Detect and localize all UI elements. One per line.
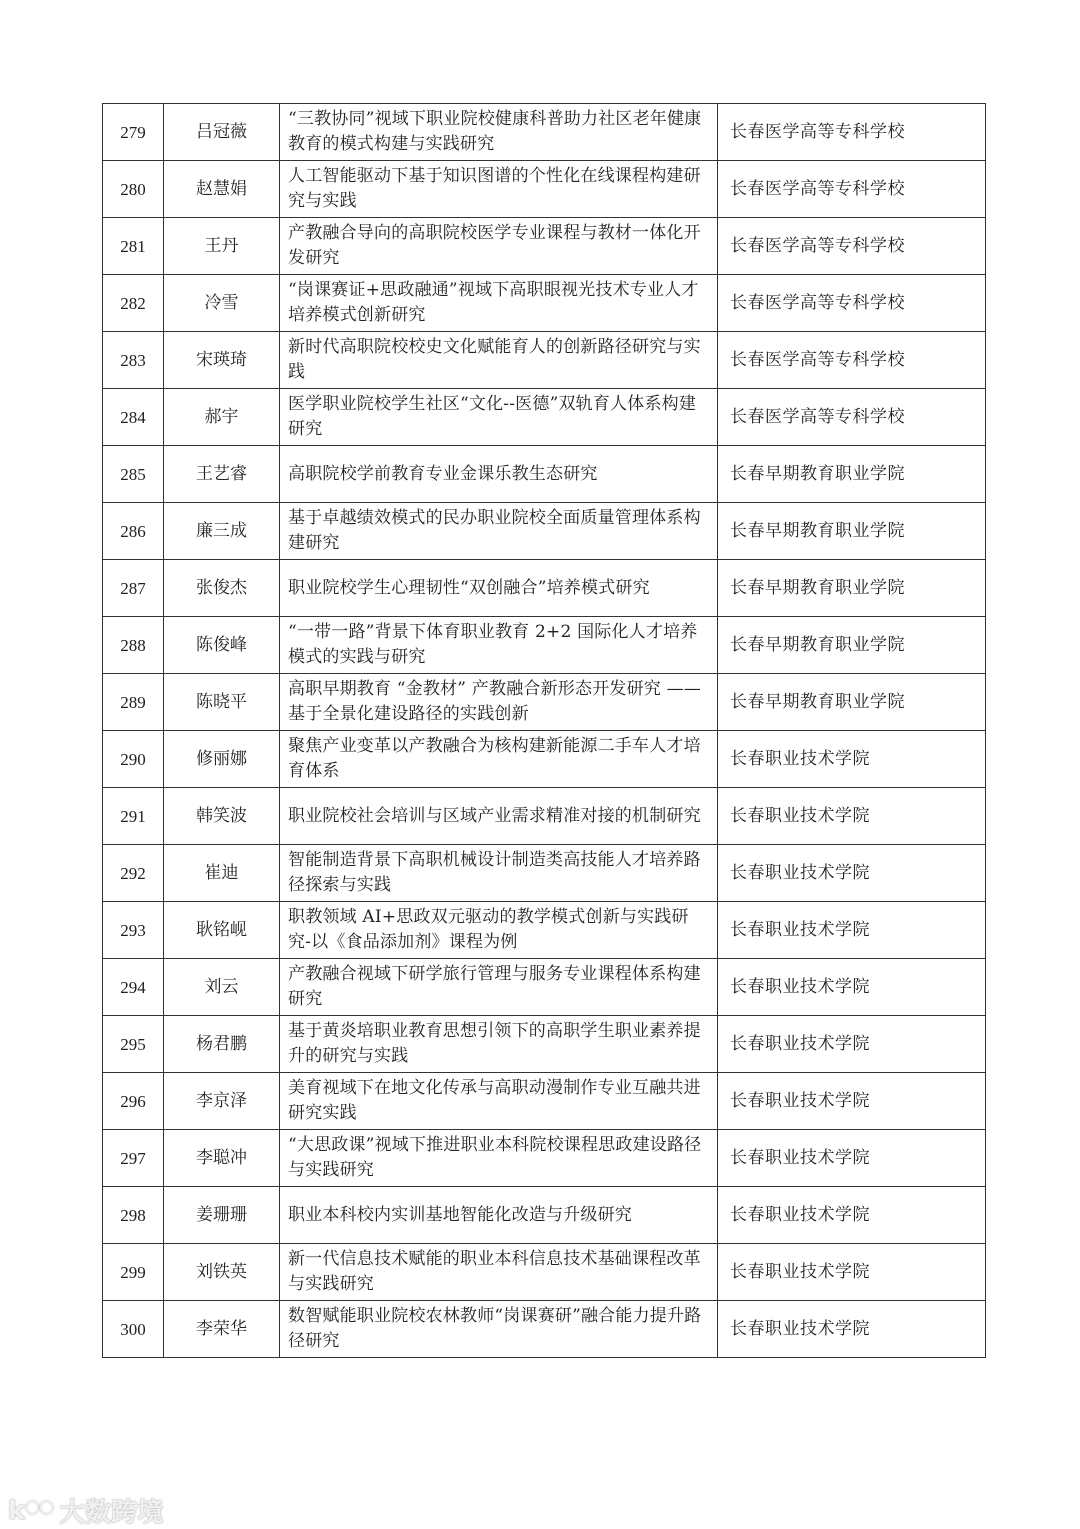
project-title-cell: 职业院校社会培训与区域产业需求精准对接的机制研究	[280, 788, 718, 845]
row-number-cell: 296	[103, 1073, 164, 1130]
project-title-cell: 医学职业院校学生社区“文化--医德”双轨育人体系构建研究	[280, 389, 718, 446]
institution-cell: 长春早期教育职业学院	[718, 617, 986, 674]
institution-cell: 长春早期教育职业学院	[718, 674, 986, 731]
table-row	[103, 674, 986, 731]
table-row	[103, 1016, 986, 1073]
project-title-cell: 基于卓越绩效模式的民办职业院校全面质量管理体系构建研究	[280, 503, 718, 560]
table-row	[103, 560, 986, 617]
table-row	[103, 1187, 986, 1244]
row-number-cell: 299	[103, 1244, 164, 1301]
table-row	[103, 446, 986, 503]
row-number-cell: 279	[103, 104, 164, 161]
project-title-cell: 人工智能驱动下基于知识图谱的个性化在线课程构建研究与实践	[280, 161, 718, 218]
author-name-cell: 李京泽	[164, 1073, 280, 1130]
project-title-cell: “一带一路”背景下体育职业教育 2+2 国际化人才培养模式的实践与研究	[280, 617, 718, 674]
author-name-cell: 修丽娜	[164, 731, 280, 788]
row-number-cell: 297	[103, 1130, 164, 1187]
author-name-cell: 刘云	[164, 959, 280, 1016]
author-name-cell: 赵慧娟	[164, 161, 280, 218]
table-row	[103, 161, 986, 218]
table-row	[103, 1073, 986, 1130]
project-title-cell: “岗课赛证+思政融通”视域下高职眼视光技术专业人才培养模式创新研究	[280, 275, 718, 332]
author-name-cell: 陈晓平	[164, 674, 280, 731]
project-title-cell: 聚焦产业变革以产教融合为核构建新能源二手车人才培育体系	[280, 731, 718, 788]
table-row	[103, 104, 986, 161]
row-number-cell: 295	[103, 1016, 164, 1073]
institution-cell: 长春早期教育职业学院	[718, 503, 986, 560]
project-title-cell: 职业院校学生心理韧性“双创融合”培养模式研究	[280, 560, 718, 617]
project-title-cell: 美育视域下在地文化传承与高职动漫制作专业互融共进研究实践	[280, 1073, 718, 1130]
row-number-cell: 282	[103, 275, 164, 332]
table-row	[103, 275, 986, 332]
project-title-cell: 产教融合视域下研学旅行管理与服务专业课程体系构建研究	[280, 959, 718, 1016]
row-number-cell: 291	[103, 788, 164, 845]
author-name-cell: 廉三成	[164, 503, 280, 560]
watermark	[8, 1492, 163, 1529]
author-name-cell: 李荣华	[164, 1301, 280, 1358]
project-title-cell: 数智赋能职业院校农林教师“岗课赛研”融合能力提升路径研究	[280, 1301, 718, 1358]
table-row	[103, 1244, 986, 1301]
row-number-cell: 293	[103, 902, 164, 959]
table-row	[103, 617, 986, 674]
table-row	[103, 788, 986, 845]
table-body	[103, 104, 986, 1358]
institution-cell: 长春职业技术学院	[718, 1130, 986, 1187]
table-row	[103, 332, 986, 389]
institution-cell: 长春医学高等专科学校	[718, 104, 986, 161]
project-title-cell: 新一代信息技术赋能的职业本科信息技术基础课程改革与实践研究	[280, 1244, 718, 1301]
row-number-cell: 285	[103, 446, 164, 503]
row-number-cell: 280	[103, 161, 164, 218]
institution-cell: 长春医学高等专科学校	[718, 161, 986, 218]
project-title-cell: 职业本科校内实训基地智能化改造与升级研究	[280, 1187, 718, 1244]
table-row	[103, 959, 986, 1016]
row-number-cell: 283	[103, 332, 164, 389]
institution-cell: 长春职业技术学院	[718, 1244, 986, 1301]
institution-cell: 长春职业技术学院	[718, 1301, 986, 1358]
project-title-cell: 高职院校学前教育专业金课乐教生态研究	[280, 446, 718, 503]
author-name-cell: 杨君鹏	[164, 1016, 280, 1073]
author-name-cell: 耿铭岘	[164, 902, 280, 959]
table-row	[103, 503, 986, 560]
author-name-cell: 刘铁英	[164, 1244, 280, 1301]
row-number-cell: 294	[103, 959, 164, 1016]
institution-cell: 长春医学高等专科学校	[718, 389, 986, 446]
project-list-table	[102, 103, 986, 1358]
watermark-logo-icon: k	[8, 1496, 53, 1526]
institution-cell: 长春医学高等专科学校	[718, 218, 986, 275]
author-name-cell: 吕冠薇	[164, 104, 280, 161]
author-name-cell: 冷雪	[164, 275, 280, 332]
institution-cell: 长春职业技术学院	[718, 788, 986, 845]
table-row	[103, 902, 986, 959]
table-row	[103, 389, 986, 446]
author-name-cell: 宋瑛琦	[164, 332, 280, 389]
project-title-cell: “大思政课”视域下推进职业本科院校课程思政建设路径与实践研究	[280, 1130, 718, 1187]
author-name-cell: 韩笑波	[164, 788, 280, 845]
project-title-cell: 职教领域 AI+思政双元驱动的教学模式创新与实践研究-以《食品添加剂》课程为例	[280, 902, 718, 959]
row-number-cell: 288	[103, 617, 164, 674]
institution-cell: 长春职业技术学院	[718, 845, 986, 902]
table-row	[103, 845, 986, 902]
author-name-cell: 张俊杰	[164, 560, 280, 617]
row-number-cell: 287	[103, 560, 164, 617]
author-name-cell: 李聪冲	[164, 1130, 280, 1187]
row-number-cell: 284	[103, 389, 164, 446]
institution-cell: 长春早期教育职业学院	[718, 446, 986, 503]
table-row	[103, 1301, 986, 1358]
institution-cell: 长春职业技术学院	[718, 902, 986, 959]
institution-cell: 长春职业技术学院	[718, 959, 986, 1016]
institution-cell: 长春医学高等专科学校	[718, 275, 986, 332]
table-row	[103, 731, 986, 788]
watermark-brand-text: 大数跨境	[59, 1498, 164, 1528]
table-row	[103, 1130, 986, 1187]
author-name-cell: 郝宇	[164, 389, 280, 446]
project-title-cell: 高职早期教育 “金教材” 产教融合新形态开发研究 —— 基于全景化建设路径的实践创新	[280, 674, 718, 731]
institution-cell: 长春职业技术学院	[718, 1187, 986, 1244]
project-title-cell: “三教协同”视域下职业院校健康科普助力社区老年健康教育的模式构建与实践研究	[280, 104, 718, 161]
author-name-cell: 陈俊峰	[164, 617, 280, 674]
institution-cell: 长春职业技术学院	[718, 731, 986, 788]
institution-cell: 长春早期教育职业学院	[718, 560, 986, 617]
project-title-cell: 产教融合导向的高职院校医学专业课程与教材一体化开发研究	[280, 218, 718, 275]
author-name-cell: 王艺睿	[164, 446, 280, 503]
author-name-cell: 王丹	[164, 218, 280, 275]
project-title-cell: 智能制造背景下高职机械设计制造类高技能人才培养路径探索与实践	[280, 845, 718, 902]
row-number-cell: 292	[103, 845, 164, 902]
row-number-cell: 289	[103, 674, 164, 731]
author-name-cell: 崔迪	[164, 845, 280, 902]
project-title-cell: 基于黄炎培职业教育思想引领下的高职学生职业素养提升的研究与实践	[280, 1016, 718, 1073]
project-title-cell: 新时代高职院校校史文化赋能育人的创新路径研究与实践	[280, 332, 718, 389]
row-number-cell: 286	[103, 503, 164, 560]
institution-cell: 长春职业技术学院	[718, 1016, 986, 1073]
row-number-cell: 298	[103, 1187, 164, 1244]
institution-cell: 长春医学高等专科学校	[718, 332, 986, 389]
row-number-cell: 290	[103, 731, 164, 788]
institution-cell: 长春职业技术学院	[718, 1073, 986, 1130]
author-name-cell: 姜珊珊	[164, 1187, 280, 1244]
table-row	[103, 218, 986, 275]
row-number-cell: 281	[103, 218, 164, 275]
row-number-cell: 300	[103, 1301, 164, 1358]
